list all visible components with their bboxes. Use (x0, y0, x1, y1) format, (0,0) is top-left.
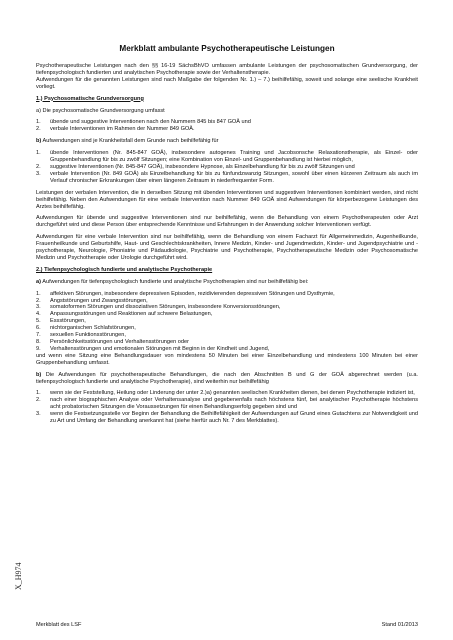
list-item: 3. verbale Intervention (Nr. 849 GOÄ) als Einzelbehandlung für bis zu fünfundzwanzig Sitzungen, sowohl über einen kürzeren Zeitraum als auch im Verlauf chronischer Erkrankungen über einen längeren Zeitraum in niederfrequenter Form. (36, 170, 418, 184)
list-item: 2. nach einer biographischen Analyse oder Verhaltensanalyse und gegebenenfalls nach höchstens fünf, bei analytischer Psychotherapie höchstens acht probatorischen Sitzungen die Voraussetzungen für einen Behandlungserfolg gegeben sind und (36, 397, 418, 411)
list-item: 2. verbale Interventionen im Rahmen der Nummer 849 GOÄ. (36, 126, 195, 133)
section-1-heading: 1.) Psychosomatische Grundversorgung (36, 95, 144, 102)
document-title: Merkblatt ambulante Psychotherapeutische Leistungen (119, 44, 335, 53)
list-item: 2. Angststörungen und Zwangsstörungen, (36, 297, 148, 304)
intro-paragraph-1: Psychotherapeutische Leistungen nach den §§ 16-19 SächsBhVO umfassen ambulante Leistungen der psychosomatischen Grundversorgung, der tiefenpsychologisch fundierten und analytischen Psychotherapie sowie der Verhaltenstherapie. (36, 63, 418, 76)
list-item: 4. Anpassungsstörungen und Reaktionen auf schwere Belastungen, (36, 311, 213, 318)
list-item: 3. somatoformen Störungen und dissoziativen Störungen, insbesondere Konversionsstörungen, (36, 304, 281, 311)
section-2-a-after: und wenn eine Sitzung eine Behandlungsdauer von mindestens 50 Minuten bei einer Einzelbehandlung und mindestens 100 Minuten bei einer Gruppenbehandlung umfasst. (36, 352, 418, 366)
list-item: 1. wenn sie der Feststellung, Heilung oder Linderung der unter 2.)a) genannten seelischen Krankheiten dienen, bei denen Psychotherapie indiziert ist, (36, 390, 415, 397)
section-2-b-list (36, 390, 418, 425)
section-1-paragraph-1: Leistungen der verbalen Intervention, die in derselben Sitzung mit übenden Interventionen und suggestiven Interventionen kombiniert werden, sind nicht beihilfefähig. Neben den Aufwendungen für eine verbale Intervention nach Nummer 849 GOÄ sind Aufwendungen für körperbezogene Leistungen des Arztes beihilfefähig. (36, 189, 418, 210)
section-1-paragraph-3: Aufwendungen für eine verbale Intervention sind nur beihilfefähig, wenn die Behandlung von einem Facharzt für Allgemeinmedizin, Augenheilkunde, Frauenheilkunde und Geburtshilfe, Haut- und Geschlechtskrankheiten, Innere Medizin, Kinder- und Jugendmedizin, Kinder- und Jugendpsychiatrie und -psychotherapie, Neurologie, Phoniatrie und Pädaudiologie, Psychiatrie und Psychotherapie, Psychotherapeutische Medizin oder Psychosomatische Medizin und Psychotherapie oder Urologie durchgeführt wird. (36, 234, 418, 261)
document-body (36, 44, 418, 430)
list-item: 2. suggestive Interventionen (Nr. 845-847 GOÄ), insbesondere Hypnose, als Einzelbehandlung für bis zu zwölf Sitzungen und (36, 163, 355, 170)
section-2-b-text: b) Die Aufwendungen für psychotherapeutische Behandlungen, die nach den Abschnitten B und G der GOÄ abgerechnet werden (u.a. tiefenpsychologisch fundierte und analytische Psychotherapie), sind weiterhin nur beihilfefähig (36, 371, 418, 385)
page-footer (36, 622, 418, 628)
section-1-paragraph-2: Aufwendungen für übende und suggestive Interventionen sind nur beihilfefähig, wenn die Behandlung von einem Psychotherapeuten oder Arzt durchgeführt wird und diese Person über entsprechende Kenntnisse und Erfahrungen in der Anwendung solcher Interventionen verfügt. (36, 215, 418, 229)
section-2-heading: 2.) Tiefenpsychologisch fundierte und analytische Psychotherapie (36, 266, 213, 273)
intro-paragraph-2: Aufwendungen für die genannten Leistungen sind nach Maßgabe der folgenden Nr. 1.) – 7.) beihilfefähig, soweit und solange eine seelische Krankheit vorliegt. (36, 76, 418, 90)
list-item: 7. sexuellen Funktionsstörungen, (36, 332, 126, 339)
footer-left: Merkblatt des LSF (36, 622, 82, 628)
list-item: 9. Verhaltensstörungen und emotionalen Störungen mit Beginn in der Kindheit und Jugend, (36, 345, 270, 352)
section-2-a-list (36, 291, 418, 353)
side-document-code: X_H974 (14, 562, 23, 590)
list-item: 1. übende und suggestive Interventionen nach den Nummern 845 bis 847 GOÄ und (36, 119, 251, 126)
list-item: 3. wenn die Festsetzungsstelle vor Beginn der Behandlung die Beihilfefähigkeit der Aufwendungen auf Grund eines Gutachtens zur Notwendigkeit und zu Art und Umfang der Behandlung anerkannt hat (siehe hierfür auch Nr. 7 des Merkblattes). (36, 411, 418, 425)
section-1-a-list (36, 119, 418, 133)
footer-right: Stand 01/2013 (381, 622, 418, 628)
list-item: 1. affektiven Störungen, insbesondere depressiven Episoden, rezidivierenden depressiven Störungen und Dysthymie, (36, 290, 335, 297)
section-2-a-text: a) Aufwendungen für tiefenpsychologisch fundierte und analytische Psychotherapien sind nur beihilfefähig bei: (36, 278, 309, 285)
list-item: 6. nichtorganischen Schlafstörungen, (36, 325, 136, 332)
section-1-b-text: b) Aufwendungen sind je Krankheitsfall dem Grunde nach beihilfefähig für (36, 138, 219, 145)
section-1-a-text: a) Die psychosomatische Grundversorgung umfasst (36, 107, 165, 114)
list-item: 1. übende Interventionen (Nr. 845-847 GOÄ), insbesondere autogenes Training und Jacobsonsche Relaxationstherapie, als Einzel- oder Gruppenbehandlung für bis zu zwölf Sitzungen; eine Kombination von Einzel- und Gruppenbehandlung ist hierbei möglich, (36, 150, 418, 164)
section-1-b-list (36, 150, 418, 185)
list-item: 5. Essstörungen, (36, 318, 86, 325)
list-item: 8. Persönlichkeitsstörungen und Verhaltensstörungen oder (36, 339, 190, 345)
